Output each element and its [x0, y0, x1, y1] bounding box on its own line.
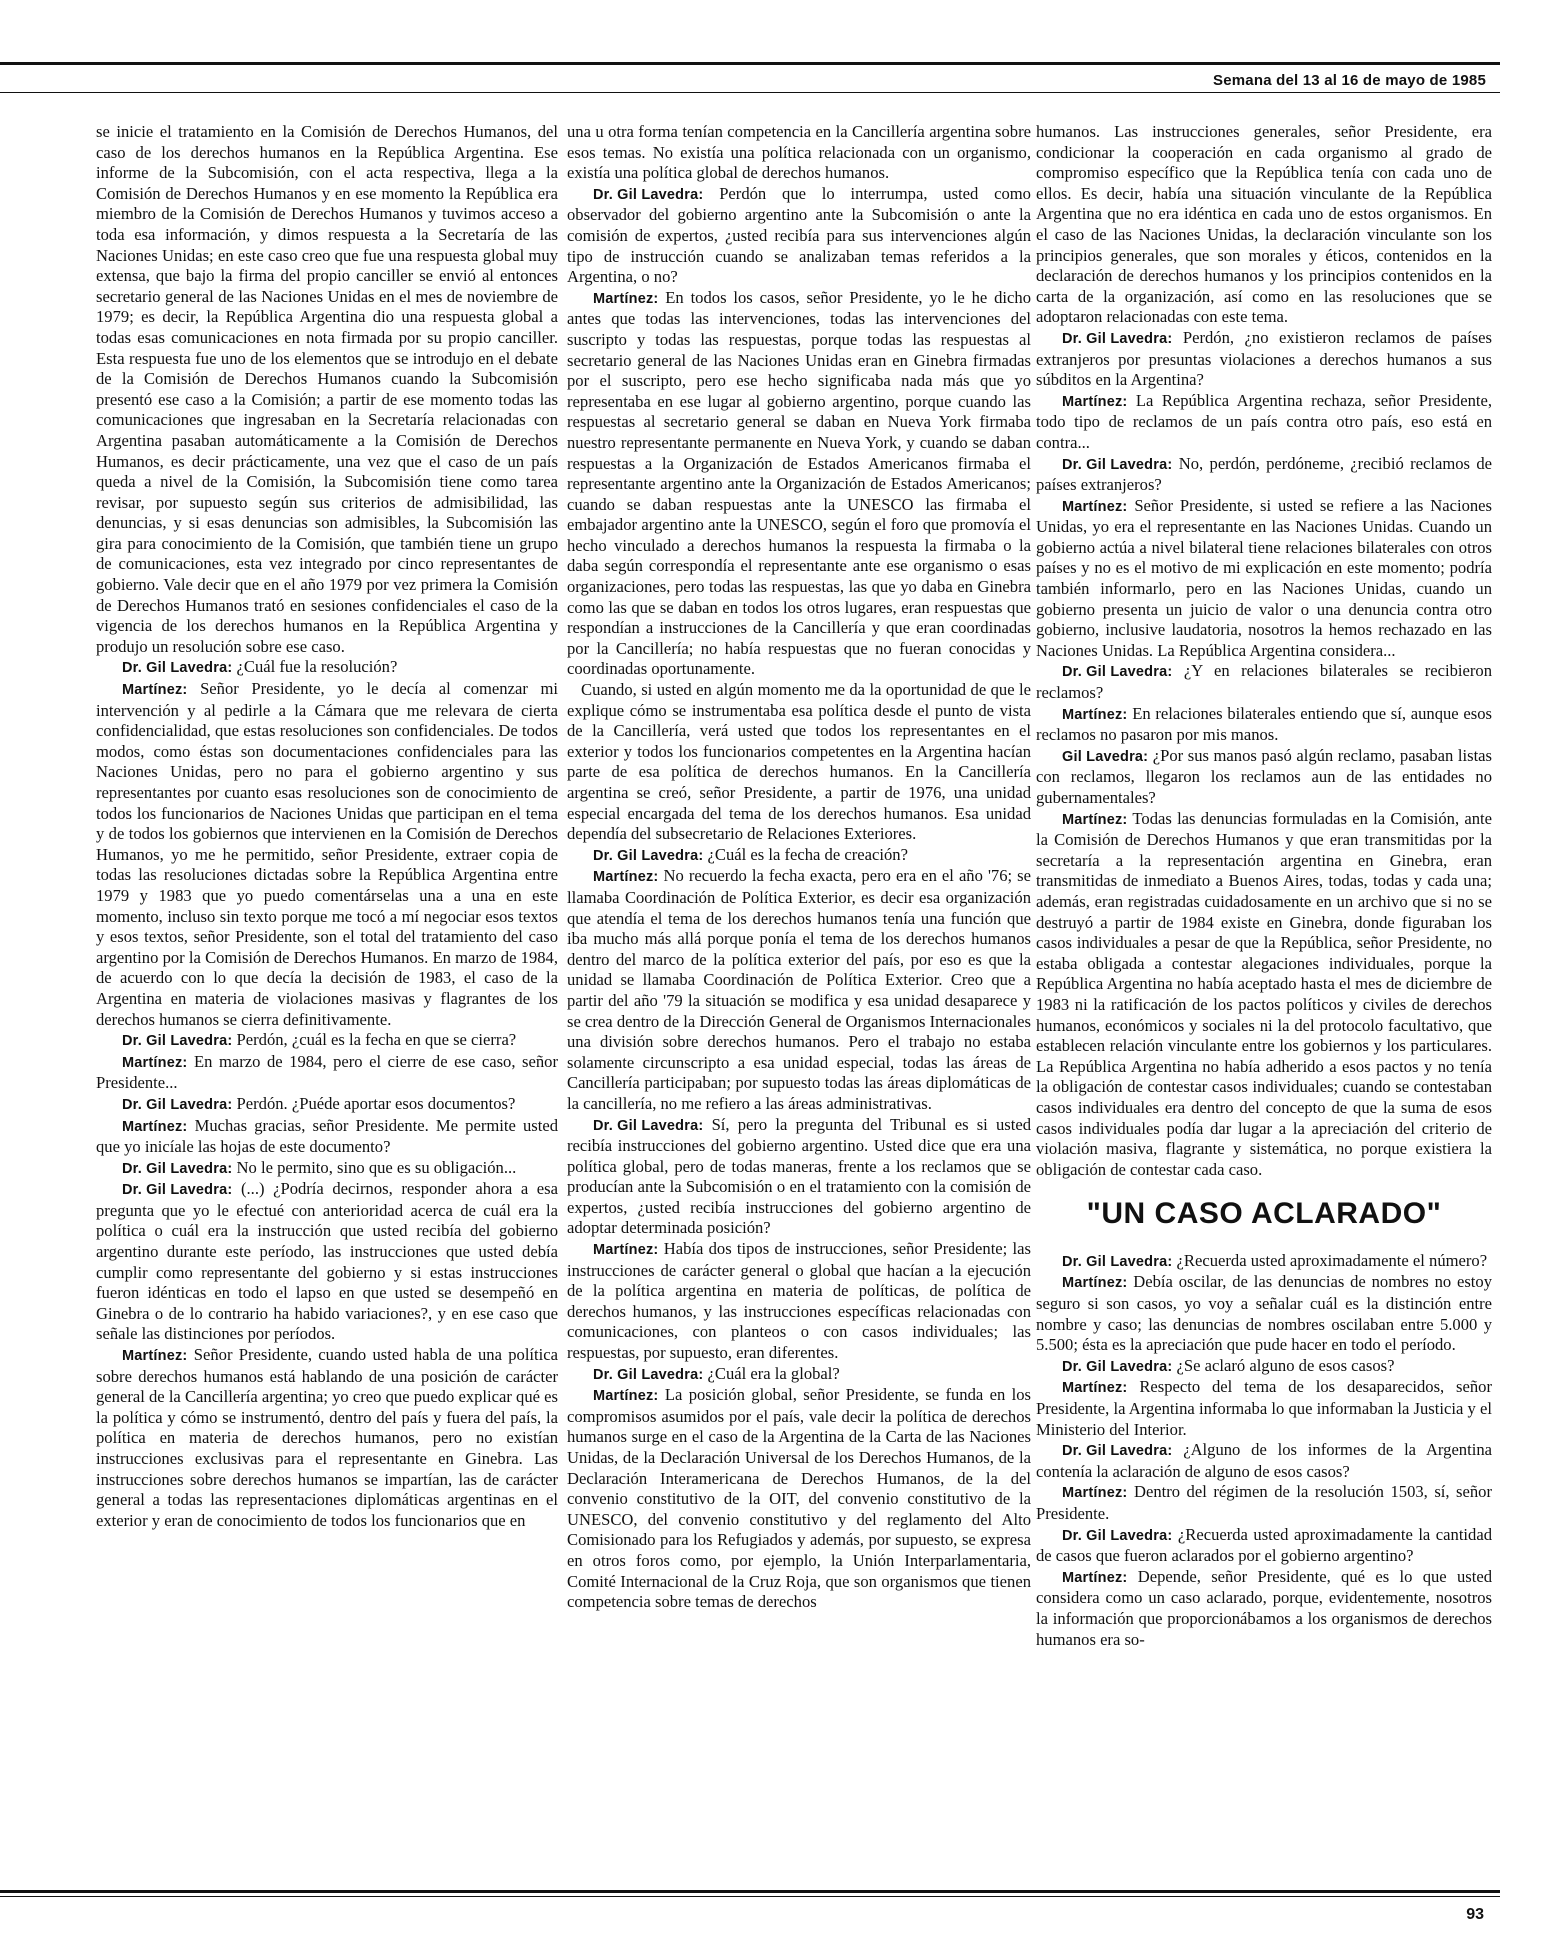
- paragraph-text: Debía oscilar, de las denuncias de nombres no estoy seguro si son casos, yo voy a señalar cuál es la distinción entre nombre y caso; las denuncias de nombres oscilaban entre 5.000 y 5.500; ésta es la apreciación que pude hacer en todo el período.: [1036, 1272, 1492, 1355]
- paragraph: [567, 1115, 1031, 1240]
- paragraph: [1036, 391, 1492, 454]
- speaker-label: Gil Lavedra:: [1062, 748, 1149, 765]
- speaker-label: Martínez:: [1062, 1485, 1128, 1502]
- speaker-label: Dr. Gil Lavedra:: [593, 1117, 704, 1134]
- paragraph: [567, 1239, 1031, 1364]
- paragraph-text: Señor Presidente, cuando usted habla de una política sobre derechos humanos está hablando de una posición de carácter general de la Cancillería argentina; yo creo que puedo explicar qué es la política y cómo se instrumentó, dentro del país y fuera del país, la política en materia de derechos humanos, pero no existían instrucciones exclusivas para el representante en Ginebra. Las instrucciones sobre derechos humanos se impartían, las de carácter general a todas las representaciones diplomáticas argentinas en el exterior y eran de conocimiento de todos los funcionarios que en: [96, 1345, 558, 1530]
- paragraph: [96, 1030, 558, 1052]
- paragraph: [96, 122, 558, 657]
- paragraph: [1036, 809, 1492, 1181]
- paragraph: [1036, 1377, 1492, 1440]
- speaker-label: Martínez:: [593, 290, 659, 307]
- speaker-label: Dr. Gil Lavedra:: [122, 1033, 233, 1050]
- paragraph: [96, 1179, 558, 1345]
- paragraph: [567, 184, 1031, 288]
- paragraph-text: Depende, señor Presidente, qué es lo que usted considera como un caso aclarado, porque, evidentemente, nosotros la información que proporcionábamos a los organismos de derechos humanos era so-: [1036, 1566, 1493, 1649]
- paragraph-text: se inicie el tratamiento en la Comisión de Derechos Humanos, del caso de los derechos humanos en la República Argentina. Ese informe de la Subcomisión, con el acta respectiva, llega a la Comisión de Derechos Humanos y en ese momento la República era miembro de la Comisión de Derechos Humanos y tuvimos acceso a toda esa información, y dimos respuesta a la Secretaría de las Naciones Unidas; en este caso creo que fue una respuesta global muy extensa, que bajo la firma del propio canciller se envió al entonces secretario general de las Naciones Unidas en el mes de noviembre de 1979; es decir, la República Argentina dio una respuesta global a todas esas comunicaciones en nota firmada por su propio canciller. Esta respuesta fue uno de los elementos que se introdujo en el debate de la Comisión de Derechos Humanos cuando la Subcomisión presentó ese caso a la Comisión; a partir de ese momento todas las comunicaciones que ingresaban en la Secretaría relacionadas con Argentina pasaban automáticamente a la Comisión de Derechos Humanos, es decir prácticamente, una vez que el caso de un país queda a nivel de la Comisión, la Subcomisión tiene como tarea revisar, por supuesto según sus criterios de admisibilidad, las denuncias, y si esas denuncias son admisibles, la Subcomisión las gira para conocimiento de la Comisión, que también tiene un grupo de comunicaciones, esta vez integrado por cinco representantes de gobierno. Vale decir que en el año 1979 por vez primera la Comisión de Derechos Humanos trató en sesiones confidenciales el caso de la vigencia de los derechos humanos en la República Argentina y produjo un resolución sobre ese caso.: [96, 122, 558, 656]
- paragraph-text: En todos los casos, señor Presidente, yo le he dicho antes que todas las intervenciones, todas las intervenciones del suscripto y todas las respuestas, porque todas las respuestas al secretario general de las Naciones Unidas eran en Ginebra firmadas por el suscripto, pero ese hecho significaba nada más que yo representaba en ese lugar al gobierno argentino, porque cuando las respuestas al secretario general se daban en Nueva York firmaba nuestro representante permanente en Nueva York, y cuando se daban respuestas a la Organización de Estados Americanos firmaba el representante argentino ante la Organización de Estados Americanos; cuando se daban respuestas ante la UNESCO las firmaba el embajador argentino ante la UNESCO, según el foro que promovía el hecho vinculado a derechos humanos la respuesta la firmaba o la daba según correspondía el representante ante ese organismo o esas organizaciones, pero todas las respuestas, las que yo daba en Ginebra como las que se daban en todos los otros lugares, eran respuestas que respondían a instrucciones de la Cancillería y que eran coordinadas por la Cancillería; no había respuestas que no fueran conocidas y coordinadas oportunamente.: [567, 287, 1031, 679]
- paragraph: [567, 1385, 1031, 1613]
- paragraph-text: No, perdón, perdóneme, ¿recibió reclamos de países extranjeros?: [1036, 453, 1492, 495]
- paragraph: [1036, 328, 1492, 391]
- speaker-label: Martínez:: [1062, 1275, 1128, 1292]
- paragraph-text: Perdón que lo interrumpa, usted como observador del gobierno argentino ante la Subcomisión o ante la comisión de expertos, ¿usted recibía para sus intervenciones algún tipo de instrucción cuando se analizaban temas referidos a la Argentina, o no?: [567, 183, 1031, 287]
- paragraph: [96, 1052, 558, 1094]
- paragraph: [567, 1364, 1031, 1386]
- paragraph: [1036, 1567, 1492, 1650]
- paragraph: [96, 1345, 558, 1531]
- paragraph: [1036, 746, 1492, 809]
- paragraph-text: ¿Recuerda usted aproximadamente la cantidad de casos que fueron aclarados por el gobierno argentino?: [1036, 1524, 1493, 1566]
- paragraph-text: ¿Cuál fue la resolución?: [236, 657, 398, 677]
- paragraph: [1036, 1482, 1492, 1524]
- paragraph-text: La posición global, señor Presidente, se funda en los compromisos asumidos por el país, vale decir la política de derechos humanos surge en el caso de la Argentina de la Carta de las Naciones Unidas, de la Declaración Universal de los Derechos Humanos, de la Declaración Interamericana de Derechos Humanos, de la del convenio constitutivo de la OIT, del convenio constitutivo de la UNESCO, del convenio constitutivo y del reglamento del Alto Comisionado para los Refugiados y además, por supuesto, se expresa en otros foros como, por ejemplo, la Unión Interparlamentaria, Comité Internacional de la Cruz Roja, que son organismos que tienen competencia sobre temas de derechos: [567, 1385, 1031, 1612]
- speaker-label: Dr. Gil Lavedra:: [593, 847, 704, 864]
- paragraph-text: ¿Y en relaciones bilaterales se recibieron reclamos?: [1036, 661, 1492, 703]
- speaker-label: Dr. Gil Lavedra:: [1062, 1253, 1173, 1270]
- speaker-label: Martínez:: [1062, 1380, 1128, 1397]
- paragraph-text: Respecto del tema de los desaparecidos, señor Presidente, la Argentina informaba lo que informaban la Justicia y el Ministerio del Interior.: [1036, 1377, 1492, 1439]
- speaker-label: Martínez:: [122, 682, 188, 699]
- paragraph: [96, 1158, 558, 1180]
- paragraph: [1036, 1356, 1492, 1378]
- paragraph: [96, 1094, 558, 1116]
- paragraph-text: Todas las denuncias formuladas en la Comisión, ante la Comisión de Derechos Humanos y que eran transmitidas por la secretaría a la representación argentina en Ginebra, eran transmitidas de inmediato a Buenos Aires, todas, todas y cada una; además, eran registradas cuidadosamente en un archivo que si no se destruyó a partir de 1984 existe en Ginebra, donde figuraban los casos individuales a pesar de que la República, señor Presidente, no estaba obligada a contestar alegaciones individuales, porque la República Argentina no había aceptado hasta el mes de diciembre de 1983 ni la ratificación de los pactos políticos y civiles de derechos humanos, económicos y sociales ni la del protocolo facultativo, que establecen relación vinculante entre los gobiernos y los particulares. La República Argentina no había adherido a esos pactos y no tenía la obligación de contestar casos individuales; cuando se contestaban casos individuales era dentro del concepto de que la suma de esos casos individuales podía dar lugar a la apreciación del criterio de violación masiva, flagrante y sistemática, no porque existiera la obligación de contestar cada caso.: [1036, 808, 1492, 1179]
- paragraph: [567, 845, 1031, 867]
- paragraph-text: una u otra forma tenían competencia en la Cancillería argentina sobre esos temas. No existía una política relacionada con un organismo, existía una política global de derechos humanos.: [567, 122, 1031, 183]
- paragraph-text: Perdón. ¿Puéde aportar esos documentos?: [236, 1093, 516, 1113]
- speaker-label: Dr. Gil Lavedra:: [1062, 1443, 1173, 1460]
- paragraph-text: Señor Presidente, yo le decía al comenzar mi intervención y al pedirle a la Cámara que me relevara de cierta confidencialidad, que estas resoluciones son confidenciales. De todos modos, como éstas son documentaciones confidenciales para las Naciones Unidas, pero no para el gobierno argentino y sus representantes por cuanto esas resoluciones son de conocimiento de todos los funcionarios de Naciones Unidas que participan en el tema y de todos los gobiernos que intervienen en la Comisión de Derechos Humanos, yo me he permitido, señor Presidente, extraer copia de todas las resoluciones dictadas sobre la República Argentina entre 1979 y 1983 que yo puedo comentárselas una a una en este momento, incluso sin texto porque me tocó a mí negociar esos textos y esos textos, señor Presidente, son el total del tratamiento del caso argentino por la Comisión de Derechos Humanos. En marzo de 1984, de acuerdo con lo que decía la decisión de 1983, el caso de la Argentina en materia de violaciones masivas y flagrantes de los derechos humanos se cierra definitivamente.: [96, 679, 558, 1029]
- speaker-label: Dr. Gil Lavedra:: [1062, 1527, 1173, 1544]
- speaker-label: Dr. Gil Lavedra:: [122, 660, 233, 677]
- bottom-rule-thin: [0, 1896, 1500, 1897]
- paragraph-text: No le permito, sino que es su obligación...: [236, 1157, 517, 1177]
- speaker-label: Dr. Gil Lavedra:: [122, 1160, 233, 1177]
- paragraph-text: Señor Presidente, si usted se refiere a las Naciones Unidas, yo era el representante en las Naciones Unidas. Cuando un gobierno actúa a nivel bilateral tiene relaciones bilaterales con otros países y no es el motivo de mi explicación en este momento; podría también informarlo, pero en las Naciones Unidas, cuando un gobierno presenta un juicio de valor o una denuncia contra otro gobierno, inclusive laudatoria, nosotros la hemos rechazado en las Naciones Unidas. La República Argentina considera...: [1036, 495, 1492, 660]
- paragraph: [567, 680, 1031, 845]
- speaker-label: Dr. Gil Lavedra:: [1062, 456, 1173, 473]
- paragraph-text: Cuando, si usted en algún momento me da la oportunidad de que le explique cómo se instrumentaba esa política desde el punto de vista de la Cancillería, verá usted que todos los representantes en el exterior y todos los funcionarios competentes en la Argentina hacían parte de esa política de derechos humanos. En la Cancillería argentina se creó, señor Presidente, a partir de 1976, una unidad especial encargada del tema de los derechos humanos. Esa unidad dependía del subsecretario de Relaciones Exteriores.: [567, 680, 1031, 844]
- paragraph-text: ¿Cuál es la fecha de creación?: [707, 844, 908, 864]
- section-title: "UN CASO ACLARADO": [1086, 1197, 1442, 1231]
- speaker-label: Martínez:: [1062, 393, 1128, 410]
- paragraph: [1036, 496, 1492, 662]
- top-rule: [0, 62, 1500, 65]
- paragraph-text: humanos. Las instrucciones generales, señor Presidente, era condicionar la cooperación en cada organismo al grado de compromiso específico que la República tenía con cada uno de ellos. Es decir, había una situación vinculante de la República Argentina que no era idéntica en cada uno de estos organismos. En el caso de las Naciones Unidas, la declaración vinculante son los principios generales, que son morales y éticos, contenidos en la declaración de derechos humanos y los principios contenidos en la carta de la organización, así como en las resoluciones que se adoptaron relacionadas con este tema.: [1036, 122, 1492, 327]
- paragraph-text: En marzo de 1984, pero el cierre de ese caso, señor Presidente...: [96, 1051, 558, 1093]
- paragraph: [567, 122, 1031, 184]
- paragraph: [96, 679, 558, 1030]
- paragraph-text: La República Argentina rechaza, señor Presidente, todo tipo de reclamos de un país contra otro país, eso está en contra...: [1036, 390, 1492, 452]
- paragraph-text: (...) ¿Podría decirnos, responder ahora a esa pregunta que yo le efectué con anterioridad acerca de cuál era la política o cuál era la instrucción que usted recibía del gobierno argentino durante este período, las instrucciones que usted debía cumplir como representante del gobierno y si estas instrucciones fueron idénticas en todo el lapso en que usted se desempeñó en Ginebra o de lo contrario ha habido variaciones?, y en ese caso que señale las distinciones por períodos.: [96, 1179, 558, 1344]
- top-rule-thin: [0, 92, 1500, 93]
- paragraph: [1036, 661, 1492, 703]
- speaker-label: Martínez:: [1062, 706, 1128, 723]
- speaker-label: Martínez:: [593, 1388, 659, 1405]
- paragraph-text: Muchas gracias, señor Presidente. Me permite usted que yo inicíale las hojas de este documento?: [96, 1115, 558, 1157]
- speaker-label: Dr. Gil Lavedra:: [1062, 1358, 1173, 1375]
- speaker-label: Dr. Gil Lavedra:: [593, 186, 704, 203]
- paragraph-text: Perdón, ¿no existieron reclamos de países extranjeros por presuntas violaciones a derechos humanos a sus súbditos en la Argentina?: [1036, 327, 1492, 390]
- paragraph: [1036, 1251, 1492, 1273]
- paragraph: [1036, 122, 1492, 328]
- speaker-label: Martínez:: [593, 869, 659, 886]
- text-column-3: [1036, 122, 1492, 1650]
- paragraph: [96, 657, 558, 679]
- paragraph: [96, 1116, 558, 1158]
- speaker-label: Dr. Gil Lavedra:: [122, 1096, 233, 1113]
- paragraph: [1036, 704, 1492, 746]
- paragraph-text: ¿Alguno de los informes de la Argentina contenía la aclaración de alguno de esos casos?: [1036, 1440, 1492, 1481]
- paragraph-text: ¿Cuál era la global?: [707, 1363, 840, 1383]
- speaker-label: Dr. Gil Lavedra:: [1062, 664, 1173, 681]
- speaker-label: Martínez:: [122, 1348, 188, 1365]
- issue-date-header: Semana del 13 al 16 de mayo de 1985: [1213, 72, 1486, 89]
- paragraph-text: Dentro del régimen de la resolución 1503, sí, señor Presidente.: [1036, 1482, 1492, 1523]
- speaker-label: Martínez:: [122, 1054, 188, 1071]
- speaker-label: Dr. Gil Lavedra:: [593, 1366, 704, 1383]
- paragraph: [1036, 1440, 1492, 1482]
- paragraph-text: Había dos tipos de instrucciones, señor Presidente; las instrucciones de carácter general o global que hacían a la ejecución de la política argentina en materia de políticas, de política de derechos humanos, y las instrucciones específicas relacionadas con comunicaciones, con planteos o con casos individuales; las respuestas, por supuesto, eran diferentes.: [567, 1239, 1031, 1363]
- page-number: 93: [1466, 1906, 1484, 1923]
- paragraph-text: Sí, pero la pregunta del Tribunal es si usted recibía instrucciones del gobierno argentino. Usted dice que era una política global, pero de todas maneras, frente a los reclamos que se producían ante la Subcomisión o en el tratamiento con la comisión de expertos, ¿usted recibía instrucciones del gobierno argentino de adoptar determinada posición?: [567, 1114, 1031, 1238]
- paragraph-text: Perdón, ¿cuál es la fecha en que se cierra?: [236, 1030, 517, 1050]
- text-column-2: [567, 122, 1031, 1613]
- bottom-rule: [0, 1890, 1500, 1893]
- paragraph-text: ¿Por sus manos pasó algún reclamo, pasaban listas con reclamos, llegaron los reclamos aun de las entidades no gubernamentales?: [1036, 745, 1492, 807]
- speaker-label: Dr. Gil Lavedra:: [122, 1182, 233, 1199]
- speaker-label: Martínez:: [1062, 811, 1128, 828]
- speaker-label: Martínez:: [1062, 498, 1128, 515]
- paragraph-text: ¿Se aclaró alguno de esos casos?: [1176, 1355, 1395, 1375]
- paragraph-text: ¿Recuerda usted aproximadamente el número?: [1176, 1250, 1488, 1270]
- paragraph: [1036, 454, 1492, 496]
- paragraph: [567, 288, 1031, 680]
- paragraph: [567, 866, 1031, 1114]
- paragraph: [1036, 1525, 1492, 1567]
- paragraph-text: No recuerdo la fecha exacta, pero era en el año '76; se llamaba Coordinación de Política Exterior, es decir esa organización que atendía el tema de los derechos humanos tenía una función que iba mucho más allá porque ponía el tema de los derechos humanos dentro del marco de la política exterior del país, por eso es que la unidad se llamaba Coordinación de Política Exterior. Creo que a partir del año '79 la situación se modifica y esa unidad desaparece y se crea dentro de la Dirección General de Organismos Internacionales una división sobre derechos humanos. Pero el trabajo no estaba solamente circunscripto a esa unidad especial, todas las áreas de Cancillería participaban; por supuesto todas las áreas diplomáticas de la cancillería, no me refiero a las áreas administrativas.: [567, 866, 1031, 1113]
- speaker-label: Martínez:: [1062, 1569, 1128, 1586]
- text-column-1: [96, 122, 558, 1531]
- speaker-label: Martínez:: [593, 1242, 659, 1259]
- speaker-label: Dr. Gil Lavedra:: [1062, 330, 1173, 347]
- paragraph-text: En relaciones bilaterales entiendo que sí, aunque esos reclamos no pasaron por mis manos.: [1036, 703, 1492, 745]
- paragraph: [1036, 1272, 1492, 1355]
- speaker-label: Martínez:: [122, 1118, 188, 1135]
